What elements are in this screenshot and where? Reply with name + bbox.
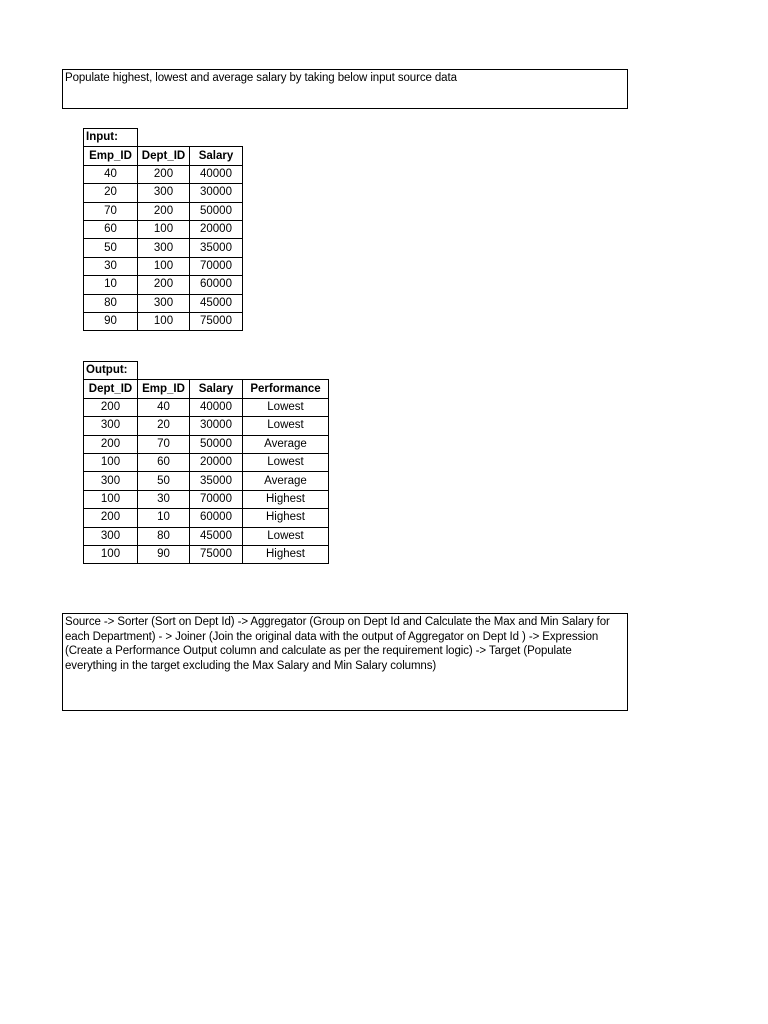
input-header-cell: Salary (190, 147, 243, 165)
table-cell: 45000 (190, 527, 243, 545)
table-cell: 200 (138, 202, 190, 220)
table-cell: 80 (138, 527, 190, 545)
table-row (84, 239, 243, 257)
table-cell: Average (243, 435, 329, 453)
table-cell: 100 (138, 257, 190, 275)
table-row (84, 545, 329, 563)
table-cell: 60 (84, 220, 138, 238)
input-header-cell: Emp_ID (84, 147, 138, 165)
task-description-box (62, 69, 628, 109)
table-cell: 200 (84, 398, 138, 416)
table-cell: 40000 (190, 398, 243, 416)
table-row (84, 184, 243, 202)
output-header-cell: Emp_ID (138, 380, 190, 398)
output-table-header-row (84, 380, 329, 398)
table-cell: 60000 (190, 509, 243, 527)
table-cell: 300 (138, 294, 190, 312)
table-cell: 100 (138, 312, 190, 330)
table-cell: 60 (138, 453, 190, 471)
table-cell: 30 (138, 490, 190, 508)
table-cell: 100 (84, 545, 138, 563)
input-header-cell: Dept_ID (138, 147, 190, 165)
table-cell: Highest (243, 545, 329, 563)
table-cell: 300 (138, 239, 190, 257)
table-cell: Highest (243, 490, 329, 508)
table-row (84, 472, 329, 490)
table-row (84, 398, 329, 416)
table-cell: 100 (84, 453, 138, 471)
table-cell: Lowest (243, 398, 329, 416)
output-header-cell: Performance (243, 380, 329, 398)
table-cell: 75000 (190, 545, 243, 563)
mapping-flow-text: Source -> Sorter (Sort on Dept Id) -> Aggregator (Group on Dept Id and Calculate the Max and Min Salary for each Department) - > Joiner (Join the original data with the output of Aggregator on Dept Id ) -> Expression (Create a Performance Output column and calculate as per the requirement logic) -> Target (Populate everything in the target excluding the Max Salary and Min Salary columns) (65, 616, 610, 672)
table-cell: Average (243, 472, 329, 490)
table-cell: 45000 (190, 294, 243, 312)
task-description-text: Populate highest, lowest and average salary by taking below input source data (65, 72, 457, 84)
table-cell: 90 (84, 312, 138, 330)
output-table (83, 361, 329, 564)
table-cell: 60000 (190, 276, 243, 294)
table-row (84, 417, 329, 435)
table-cell: 30 (84, 257, 138, 275)
table-row (84, 527, 329, 545)
table-cell: 30000 (190, 417, 243, 435)
table-cell: 35000 (190, 239, 243, 257)
input-table-caption: Input: (84, 129, 138, 147)
table-cell: 50000 (190, 202, 243, 220)
table-cell: 300 (84, 472, 138, 490)
table-row (84, 257, 243, 275)
table-cell: 70 (84, 202, 138, 220)
table-cell: 50 (84, 239, 138, 257)
table-cell: 70000 (190, 257, 243, 275)
table-cell: 50000 (190, 435, 243, 453)
table-cell: 200 (84, 509, 138, 527)
table-cell: 300 (84, 417, 138, 435)
table-cell: Lowest (243, 453, 329, 471)
table-cell: 200 (138, 165, 190, 183)
table-cell: 50 (138, 472, 190, 490)
table-cell: 100 (84, 490, 138, 508)
output-table-caption: Output: (84, 362, 138, 380)
table-row (84, 453, 329, 471)
table-cell: 300 (138, 184, 190, 202)
table-row (84, 509, 329, 527)
input-table (83, 128, 243, 331)
mapping-flow-description-box (62, 613, 628, 711)
table-cell: 300 (84, 527, 138, 545)
table-cell: Highest (243, 509, 329, 527)
table-cell: Lowest (243, 417, 329, 435)
table-cell: 30000 (190, 184, 243, 202)
table-cell: 90 (138, 545, 190, 563)
table-row (84, 220, 243, 238)
table-cell: 35000 (190, 472, 243, 490)
table-cell: 20 (138, 417, 190, 435)
output-header-cell: Dept_ID (84, 380, 138, 398)
input-table-header-row (84, 147, 243, 165)
output-header-cell: Salary (190, 380, 243, 398)
table-cell: 70 (138, 435, 190, 453)
table-row (84, 435, 329, 453)
table-row (84, 276, 243, 294)
table-row (84, 165, 243, 183)
table-cell: 40 (84, 165, 138, 183)
table-cell: Lowest (243, 527, 329, 545)
table-cell: 20 (84, 184, 138, 202)
table-row (84, 294, 243, 312)
table-cell: 20000 (190, 220, 243, 238)
table-row (84, 490, 329, 508)
table-cell: 75000 (190, 312, 243, 330)
table-cell: 10 (84, 276, 138, 294)
table-row (84, 312, 243, 330)
table-cell: 70000 (190, 490, 243, 508)
table-row (84, 202, 243, 220)
table-cell: 40000 (190, 165, 243, 183)
table-cell: 200 (84, 435, 138, 453)
table-cell: 80 (84, 294, 138, 312)
table-cell: 200 (138, 276, 190, 294)
table-cell: 10 (138, 509, 190, 527)
table-cell: 40 (138, 398, 190, 416)
table-cell: 20000 (190, 453, 243, 471)
table-cell: 100 (138, 220, 190, 238)
